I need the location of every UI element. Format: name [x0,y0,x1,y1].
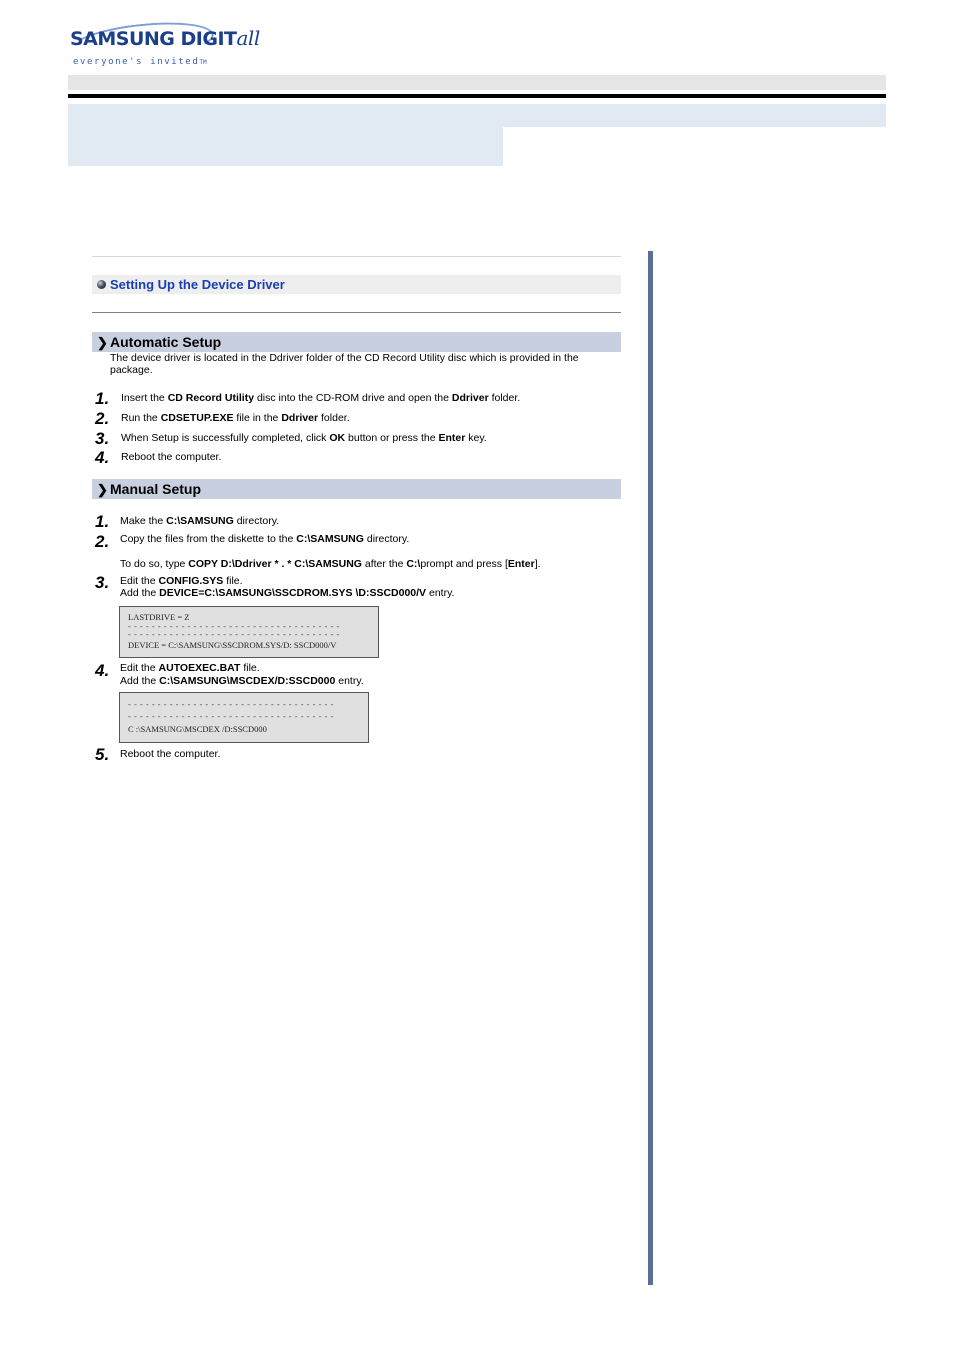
step-number: 5. [95,745,110,764]
bullet-icon [97,280,106,289]
code-line: DEVICE = C:\SAMSUNG\SSCDROM.SYS/D: SSCD000/V [128,640,337,650]
code-line: - - - - - - - - - - - - - - - - - - - - - - - - - - - - - - - - - - - - [128,621,340,631]
code-line: LASTDRIVE = Z [128,612,190,622]
banner-corner [503,127,517,141]
chevron-right-icon: ❯ [97,335,108,350]
step-number: 4. [95,661,110,680]
step-number: 3. [95,429,110,448]
step-text: Edit the AUTOEXEC.BAT file. [120,662,260,674]
banner-tab [503,104,886,127]
heading-label: Manual Setup [110,481,202,497]
step-text: Add the DEVICE=C:\SAMSUNG\SSCDROM.SYS \D:SSCD000/V entry. [120,587,455,599]
sidebar-divider [648,251,653,1285]
step-number: 3. [95,573,110,592]
manual-setup-heading [92,479,621,499]
code-line: - - - - - - - - - - - - - - - - - - - - - - - - - - - - - - - - - - - [128,699,334,709]
step-number: 4. [95,448,110,467]
step-text: Add the C:\SAMSUNG\MSCDEX/D:SSCD000 entry. [120,675,364,687]
step-text: Make the C:\SAMSUNG directory. [120,515,280,527]
step-text: When Setup is successfully completed, click OK button or press the Enter key. [121,432,487,444]
intro-line: package. [110,364,153,376]
step-number: 1. [95,389,110,408]
section-title: Setting Up the Device Driver [110,277,285,292]
step-text: Run the CDSETUP.EXE file in the Ddriver folder. [121,412,350,424]
step-number: 1. [95,512,110,531]
autoexec-bat-code-box [119,692,369,743]
header-bar [68,75,886,90]
code-line: - - - - - - - - - - - - - - - - - - - - - - - - - - - - - - - - - - - [128,711,334,721]
chevron-right-icon: ❯ [97,482,108,497]
divider [92,312,621,313]
step-text: Copy the files from the diskette to the C:\SAMSUNG directory. [120,533,410,545]
heading-label: Automatic Setup [110,334,222,350]
header-rule [68,94,886,98]
samsung-logo [70,26,260,70]
step-number: 2. [95,409,110,428]
intro-line: The device driver is located in the Ddriver folder of the CD Record Utility disc which is provided in the [110,352,579,364]
step-text: Edit the CONFIG.SYS file. [120,575,243,587]
config-sys-code-box [119,606,379,658]
logo-tagline: everyone's invitedTM [73,57,207,67]
automatic-setup-heading [92,332,621,352]
step-text: Reboot the computer. [120,748,221,760]
step-number: 2. [95,532,110,551]
step-text: Insert the CD Record Utility disc into the CD-ROM drive and open the Ddriver folder. [121,392,521,404]
step-note: To do so, type COPY D:\Ddriver * . * C:\SAMSUNG after the C:\prompt and press [Enter]. [120,558,541,570]
step-text: Reboot the computer. [121,451,222,463]
divider [92,256,621,257]
code-line: - - - - - - - - - - - - - - - - - - - - - - - - - - - - - - - - - - - - [128,629,340,639]
logo-brand: SAMSUNG DIGITall [70,26,260,50]
code-line: C :\SAMSUNG\MSCDEX /D:SSCD000 [128,724,267,734]
banner [68,104,503,166]
